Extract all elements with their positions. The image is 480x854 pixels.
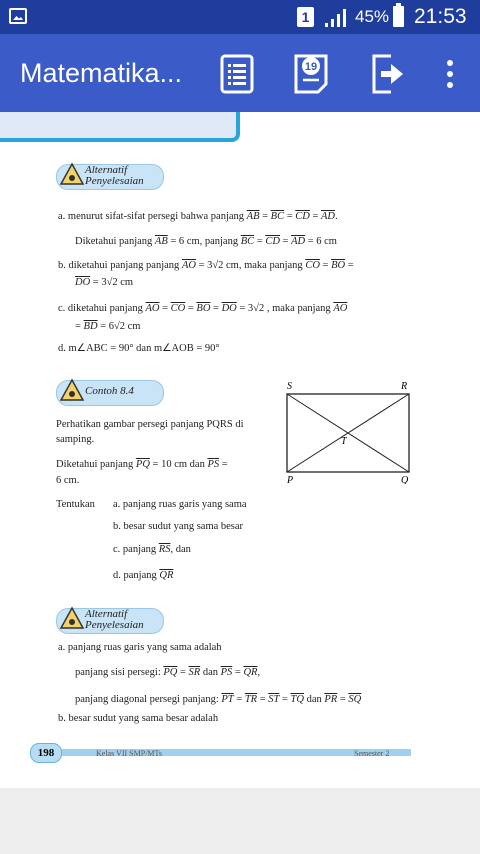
text-line: Perhatikan gambar persegi panjang PQRS di — [56, 419, 244, 430]
battery-charging-icon — [393, 6, 404, 27]
text-line: 6 cm. — [56, 475, 80, 486]
clock: 21:53 — [414, 5, 467, 28]
text-line: a. panjang ruas garis yang sama adalah — [58, 642, 222, 653]
list-item: c. panjang $\overline{RS}$, dan — [113, 544, 191, 555]
list-item: d. panjang $\overline{QR}$ — [113, 570, 174, 581]
app-title: Matematika... — [20, 58, 183, 88]
page-number-icon[interactable] — [293, 54, 329, 94]
text-line: panjang sisi persegi: $\overline{PQ} = \overline{SR}$ dan $\overline{PS} = \overline{QR}$, — [75, 667, 261, 678]
footer-class-label: Kelas VII SMP/MTs — [96, 749, 162, 758]
page-badge: 19 — [304, 61, 318, 73]
text-line: = $\overline{BD} = 6√2$ cm — [75, 321, 141, 332]
triangle-badge-icon — [59, 606, 85, 632]
status-bar — [0, 0, 480, 34]
text-line: $\overline{DO} = 3√2$ cm — [75, 277, 134, 288]
vertex-label-r: R — [401, 381, 408, 392]
vertex-label-q: Q — [401, 475, 409, 484]
text-line: b. besar sudut yang sama besar adalah — [58, 713, 219, 724]
text-line: c. diketahui panjang $\overline{AO} = \overline{CO} = \overline{BO} = \overline{DO} = 3√2$ , maka panjang $\overline{AO}$ — [58, 303, 348, 314]
triangle-badge-icon — [59, 162, 85, 188]
text-line: samping. — [56, 434, 95, 445]
text-line: a. menurut sifat-sifat persegi bahwa panjang $\overline{AB} = \overline{BC} = \overline{CD} = \overline{AD}$. — [58, 211, 338, 222]
battery-percentage: 45% — [355, 7, 390, 26]
app-bar — [0, 34, 480, 112]
footer-semester-label: Semester 2 — [354, 749, 390, 758]
text-line: panjang diagonal persegi panjang: $\overline{PT} = \overline{TR} = \overline{ST} = \overline{TQ}$ dan $\overline{PR} = \overline{SQ}$ — [75, 694, 362, 705]
sim-slot-indicator: 1 — [297, 7, 314, 27]
signal-icon — [323, 8, 347, 28]
list-item: b. besar sudut yang sama besar — [113, 521, 244, 532]
page-number: 198 — [30, 743, 62, 763]
example-badge — [56, 380, 164, 406]
gallery-notification-icon — [9, 8, 27, 24]
exit-icon[interactable] — [369, 54, 405, 94]
triangle-badge-icon — [59, 378, 85, 404]
badge-text: Contoh 8.4 — [85, 385, 134, 397]
list-item: a. panjang ruas garis yang sama — [113, 499, 247, 510]
overflow-menu-icon[interactable] — [440, 54, 460, 94]
page-header-band — [0, 112, 240, 142]
badge-text: Alternatif Penyelesaian — [85, 608, 144, 631]
vertex-label-t: T — [341, 436, 347, 447]
text-line: d. m∠ABC = 90° dan m∠AOB = 90° — [58, 343, 220, 354]
alternative-solution-badge — [56, 164, 164, 190]
text-line: Diketahui panjang $\overline{PQ} = 10$ cm dan $\overline{PS}$ = — [56, 459, 228, 470]
vertex-label-s: S — [287, 381, 292, 392]
badge-text: Alternatif Penyelesaian — [85, 164, 144, 187]
text-line: Tentukan — [56, 499, 95, 510]
document-page[interactable] — [0, 112, 480, 788]
text-line: b. diketahui panjang panjang $\overline{AO} = 3√2$ cm, maka panjang $\overline{CO} = \overline{BO}$ = — [58, 260, 354, 271]
text-line: Diketahui panjang $\overline{AB} = 6$ cm, panjang $\overline{BC} = \overline{CD} = \overline{AD} = 6$ cm — [75, 236, 337, 247]
alternative-solution-badge — [56, 608, 164, 634]
vertex-label-p: P — [287, 475, 294, 484]
rectangle-pqrs-figure — [283, 380, 413, 484]
list-icon[interactable] — [219, 54, 255, 94]
